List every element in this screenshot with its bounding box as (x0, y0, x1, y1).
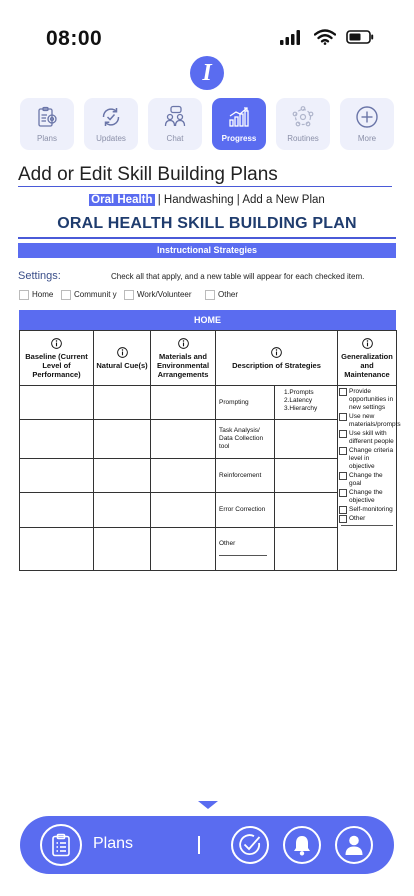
instructional-strategies-bar: Instructional Strategies (18, 243, 396, 258)
settings-label: Settings: (18, 270, 61, 282)
tab-separator: | (154, 194, 164, 206)
status-bar (0, 0, 414, 60)
nav-label-more: More (357, 134, 377, 143)
header-label: Description of Strategies (232, 360, 321, 370)
list-item[interactable] (339, 430, 395, 446)
list-item-label: Change criteria level in objective (349, 447, 394, 470)
strategy-detail-cell[interactable] (275, 493, 338, 528)
list-item-label: Use skill with different people (349, 430, 394, 445)
list-item-label: Other (349, 515, 366, 522)
materials-cell[interactable] (151, 420, 216, 459)
list-item[interactable] (339, 515, 395, 523)
check-badge-icon (237, 832, 263, 858)
page-title: Add or Edit Skill Building Plans (18, 164, 278, 185)
strategy-label-task-analysis: Task Analysis/ Data Collection tool (216, 420, 275, 459)
info-icon[interactable] (51, 338, 62, 349)
list-item-label: Provide opportunities in new settings (349, 388, 394, 411)
strategy-label-reinforcement: Reinforcement (216, 459, 275, 493)
prompting-sub-list (278, 388, 334, 413)
header-materials (151, 331, 216, 386)
checkbox[interactable] (339, 472, 347, 480)
natural-cues-cell[interactable] (94, 528, 151, 571)
baseline-cell[interactable] (20, 528, 94, 571)
list-item[interactable] (339, 506, 395, 514)
natural-cues-cell[interactable] (94, 386, 151, 420)
setting-option-community[interactable] (61, 290, 121, 300)
list-item-label: Change the goal (349, 472, 383, 487)
routine-cycle-icon (290, 104, 316, 130)
user-icon (344, 834, 364, 856)
nav-label-chat: Chat (166, 134, 184, 143)
signal-icon (280, 29, 304, 45)
baseline-cell[interactable] (20, 420, 94, 459)
clipboard-icon (50, 833, 72, 857)
materials-cell[interactable] (151, 386, 216, 420)
bottom-bar (20, 816, 394, 874)
setting-option-label: Communit y (74, 290, 117, 299)
bar-chart-icon (226, 104, 252, 130)
tab-add-new-plan[interactable]: Add a New Plan (242, 194, 325, 206)
clipboard-target-icon (34, 104, 60, 130)
nav-label-updates: Updates (96, 134, 126, 143)
table-row (20, 386, 397, 420)
setting-option-label: Work/Volunteer (137, 290, 192, 299)
title-divider (18, 186, 392, 187)
generalization-cell (338, 386, 401, 571)
plus-circle-icon (354, 104, 380, 130)
generalization-list (339, 388, 401, 523)
status-icons (280, 29, 374, 45)
strategy-detail-cell[interactable] (275, 420, 338, 459)
strategy-label-error-correction: Error Correction (216, 493, 275, 528)
other-blank-line (341, 525, 393, 526)
header-strategies (216, 331, 338, 386)
header-baseline (20, 331, 94, 386)
scroll-down-caret-icon[interactable] (198, 801, 218, 809)
list-item: 2.Latency (284, 397, 313, 404)
header-generalization (338, 331, 397, 386)
nav-label-routines: Routines (287, 134, 319, 143)
table-header-row (20, 331, 397, 386)
settings-hint: Check all that apply, and a new table will appear for each checked item. (111, 272, 365, 281)
checkbox[interactable] (339, 515, 347, 523)
setting-option-work-volunteer[interactable] (124, 290, 192, 300)
checkbox[interactable] (339, 430, 347, 438)
strategy-detail-cell[interactable] (275, 528, 338, 571)
checkbox[interactable] (339, 388, 347, 396)
list-item[interactable] (339, 489, 395, 505)
plan-tabs (0, 194, 414, 206)
info-icon[interactable] (117, 347, 128, 358)
setting-option-other[interactable] (205, 290, 238, 300)
nav-label-plans: Plans (36, 134, 57, 143)
natural-cues-cell[interactable] (94, 459, 151, 493)
nav-tile-chat[interactable] (148, 98, 202, 150)
strategy-detail-cell[interactable] (275, 386, 338, 420)
setting-option-label: Home (32, 290, 54, 299)
table-section-home: HOME (19, 310, 396, 330)
checkbox[interactable] (339, 506, 347, 514)
natural-cues-cell[interactable] (94, 420, 151, 459)
profile-button[interactable] (335, 826, 373, 864)
natural-cues-cell[interactable] (94, 493, 151, 528)
info-icon[interactable] (178, 338, 189, 349)
strategy-label-other: Other (219, 539, 236, 547)
nav-tile-progress[interactable] (212, 98, 266, 150)
plans-button[interactable] (40, 824, 82, 866)
refresh-check-icon (98, 104, 124, 130)
nav-tile-plans[interactable] (20, 98, 74, 150)
baseline-cell[interactable] (20, 459, 94, 493)
tab-separator: | (233, 194, 243, 206)
header-label: Natural Cue(s) (96, 360, 148, 370)
list-item-label: Self-monitoring (349, 506, 393, 513)
other-blank-line (219, 548, 267, 556)
nav-tile-updates[interactable] (84, 98, 138, 150)
strategy-other-cell[interactable] (216, 528, 275, 571)
wifi-icon (314, 29, 336, 45)
status-time: 08:00 (46, 27, 103, 50)
setting-option-home[interactable] (19, 290, 53, 300)
checkbox[interactable] (339, 489, 347, 497)
checkbox[interactable] (19, 290, 29, 300)
list-item[interactable] (339, 388, 395, 412)
list-item-label: Change the objective (349, 489, 383, 504)
checkbox[interactable] (124, 290, 134, 300)
checkbox[interactable] (339, 447, 347, 455)
logo-letter-icon: I (202, 60, 212, 86)
plan-heading: ORAL HEALTH SKILL BUILDING PLAN (57, 215, 357, 232)
heading-divider (18, 237, 396, 239)
strategy-label-prompting: Prompting (216, 386, 275, 420)
bell-icon (292, 834, 312, 856)
checkbox[interactable] (339, 413, 347, 421)
baseline-cell[interactable] (20, 493, 94, 528)
tab-oral-health[interactable]: Oral Health (91, 194, 153, 206)
bar-divider (198, 836, 200, 854)
materials-cell[interactable] (151, 493, 216, 528)
people-chat-icon (162, 104, 188, 130)
materials-cell[interactable] (151, 459, 216, 493)
skill-plan-table (19, 330, 401, 571)
nav-tile-routines[interactable] (276, 98, 330, 150)
list-item: 1.Prompts (284, 389, 314, 396)
header-natural-cues (94, 331, 151, 386)
list-item[interactable] (339, 472, 395, 488)
top-nav (20, 98, 394, 150)
list-item[interactable] (339, 447, 395, 471)
materials-cell[interactable] (151, 528, 216, 571)
nav-tile-more[interactable] (340, 98, 394, 150)
checkbox[interactable] (61, 290, 71, 300)
info-icon[interactable] (362, 338, 373, 349)
bottom-bar-label: Plans (93, 835, 134, 852)
strategy-detail-cell[interactable] (275, 459, 338, 493)
tab-handwashing[interactable]: Handwashing (163, 194, 234, 206)
header-label: Materials and Environmental Arrangements (156, 351, 210, 379)
battery-icon (346, 30, 374, 44)
setting-option-label: Other (218, 290, 239, 299)
baseline-cell[interactable] (20, 386, 94, 420)
check-button[interactable] (231, 826, 269, 864)
settings-options (19, 290, 379, 306)
checkbox[interactable] (205, 290, 215, 300)
app-logo (190, 56, 224, 90)
list-item-label: Use new materials/prompts (349, 413, 401, 428)
list-item[interactable] (339, 413, 401, 429)
nav-label-progress: Progress (221, 134, 257, 143)
list-item: 3.Hierarchy (284, 405, 318, 412)
notifications-button[interactable] (283, 826, 321, 864)
header-label: Generalization and Maintenance (341, 351, 393, 379)
header-label: Baseline (Current Level of Performance) (25, 351, 88, 379)
info-icon[interactable] (271, 347, 282, 358)
